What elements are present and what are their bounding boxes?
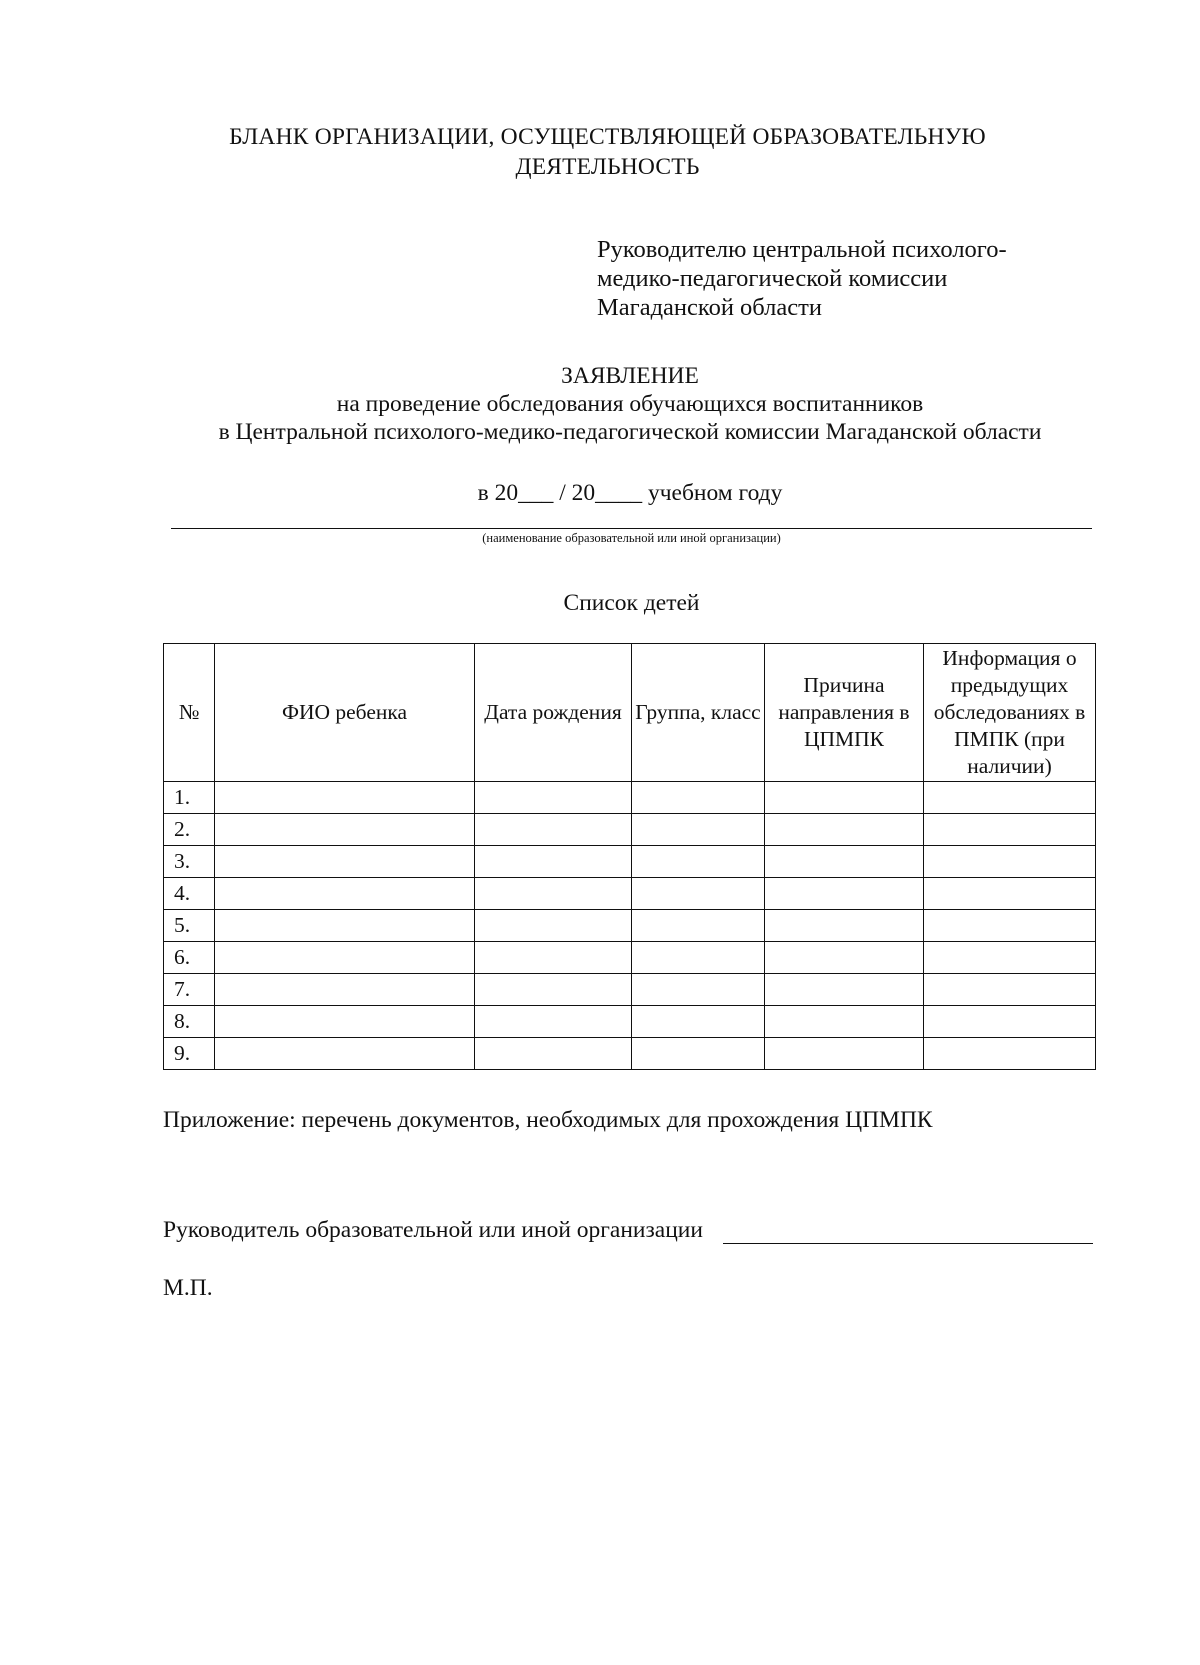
number-cell: 1. (164, 782, 215, 814)
addressee-line-1: Руководителю центральной психолого- (597, 236, 1007, 263)
document-subtitle-line-2: в Центральной психолого-медико-педагогической комиссии Магаданской области (218, 419, 1042, 445)
addressee-block (597, 235, 1007, 322)
full-name-cell (215, 878, 475, 910)
column-header-group-class: Группа, класс (632, 644, 765, 782)
referral-reason-cell (765, 942, 924, 974)
number-cell: 9. (164, 1038, 215, 1070)
group-class-cell (632, 1038, 765, 1070)
table-row (164, 846, 1096, 878)
previous-exams-cell (924, 942, 1096, 974)
table-row (164, 1038, 1096, 1070)
referral-reason-cell (765, 878, 924, 910)
organization-name-underline (171, 528, 1092, 529)
column-header-referral-reason: Причина направления в ЦПМПК (765, 644, 924, 782)
column-header-birth-date: Дата рождения (475, 644, 632, 782)
previous-exams-cell (924, 910, 1096, 942)
group-class-cell (632, 1006, 765, 1038)
group-class-cell (632, 782, 765, 814)
birth-date-cell (475, 878, 632, 910)
number-cell: 7. (164, 974, 215, 1006)
full-name-cell (215, 846, 475, 878)
signature-line (723, 1243, 1093, 1244)
table-header-row (164, 644, 1096, 782)
referral-reason-cell (765, 974, 924, 1006)
table-row (164, 942, 1096, 974)
table-row (164, 878, 1096, 910)
document-subtitle-line-1: на проведение обследования обучающихся воспитанников (336, 391, 924, 417)
previous-exams-cell (924, 878, 1096, 910)
birth-date-cell (475, 1038, 632, 1070)
attachment-note: Приложение: перечень документов, необходимых для прохождения ЦПМПК (163, 1107, 933, 1133)
number-cell: 5. (164, 910, 215, 942)
previous-exams-cell (924, 814, 1096, 846)
group-class-cell (632, 910, 765, 942)
document-heading (150, 362, 1110, 446)
children-list-title: Список детей (563, 590, 700, 616)
number-cell: 4. (164, 878, 215, 910)
table-row (164, 910, 1096, 942)
column-header-full-name: ФИО ребенка (215, 644, 475, 782)
column-header-number: № (164, 644, 215, 782)
letterhead-line-1: БЛАНК ОРГАНИЗАЦИИ, ОСУЩЕСТВЛЯЮЩЕЙ ОБРАЗОВАТЕЛЬНУЮ (229, 124, 986, 150)
full-name-cell (215, 814, 475, 846)
group-class-cell (632, 942, 765, 974)
full-name-cell (215, 1006, 475, 1038)
previous-exams-cell (924, 846, 1096, 878)
referral-reason-cell (765, 1038, 924, 1070)
group-class-cell (632, 846, 765, 878)
number-cell: 3. (164, 846, 215, 878)
full-name-cell (215, 910, 475, 942)
birth-date-cell (475, 846, 632, 878)
document-title: ЗАЯВЛЕНИЕ (561, 363, 699, 389)
referral-reason-cell (765, 910, 924, 942)
group-class-cell (632, 974, 765, 1006)
birth-date-cell (475, 814, 632, 846)
addressee-line-3: Магаданской области (597, 294, 822, 321)
previous-exams-cell (924, 974, 1096, 1006)
full-name-cell (215, 974, 475, 1006)
referral-reason-cell (765, 782, 924, 814)
birth-date-cell (475, 1006, 632, 1038)
organization-name-caption: (наименование образовательной или иной организации) (482, 531, 781, 545)
addressee-line-2: медико-педагогической комиссии (597, 265, 948, 292)
organization-letterhead-title (180, 122, 1035, 182)
birth-date-cell (475, 942, 632, 974)
group-class-cell (632, 814, 765, 846)
full-name-cell (215, 942, 475, 974)
children-table (163, 643, 1096, 1070)
academic-year-line: в 20___ / 20____ учебном году (477, 480, 783, 506)
previous-exams-cell (924, 1006, 1096, 1038)
birth-date-cell (475, 974, 632, 1006)
birth-date-cell (475, 782, 632, 814)
table-body (164, 782, 1096, 1070)
referral-reason-cell (765, 1006, 924, 1038)
column-header-previous-exams: Информация о предыдущих обследованиях в ПМПК (при наличии) (924, 644, 1096, 782)
full-name-cell (215, 782, 475, 814)
referral-reason-cell (765, 814, 924, 846)
birth-date-cell (475, 910, 632, 942)
table-row (164, 782, 1096, 814)
previous-exams-cell (924, 1038, 1096, 1070)
referral-reason-cell (765, 846, 924, 878)
previous-exams-cell (924, 782, 1096, 814)
number-cell: 8. (164, 1006, 215, 1038)
group-class-cell (632, 878, 765, 910)
number-cell: 2. (164, 814, 215, 846)
number-cell: 6. (164, 942, 215, 974)
full-name-cell (215, 1038, 475, 1070)
signature-label: Руководитель образовательной или иной организации (163, 1217, 703, 1243)
table-row (164, 974, 1096, 1006)
letterhead-line-2: ДЕЯТЕЛЬНОСТЬ (515, 154, 700, 180)
table-row (164, 1006, 1096, 1038)
table-row (164, 814, 1096, 846)
stamp-placeholder: М.П. (163, 1275, 213, 1301)
